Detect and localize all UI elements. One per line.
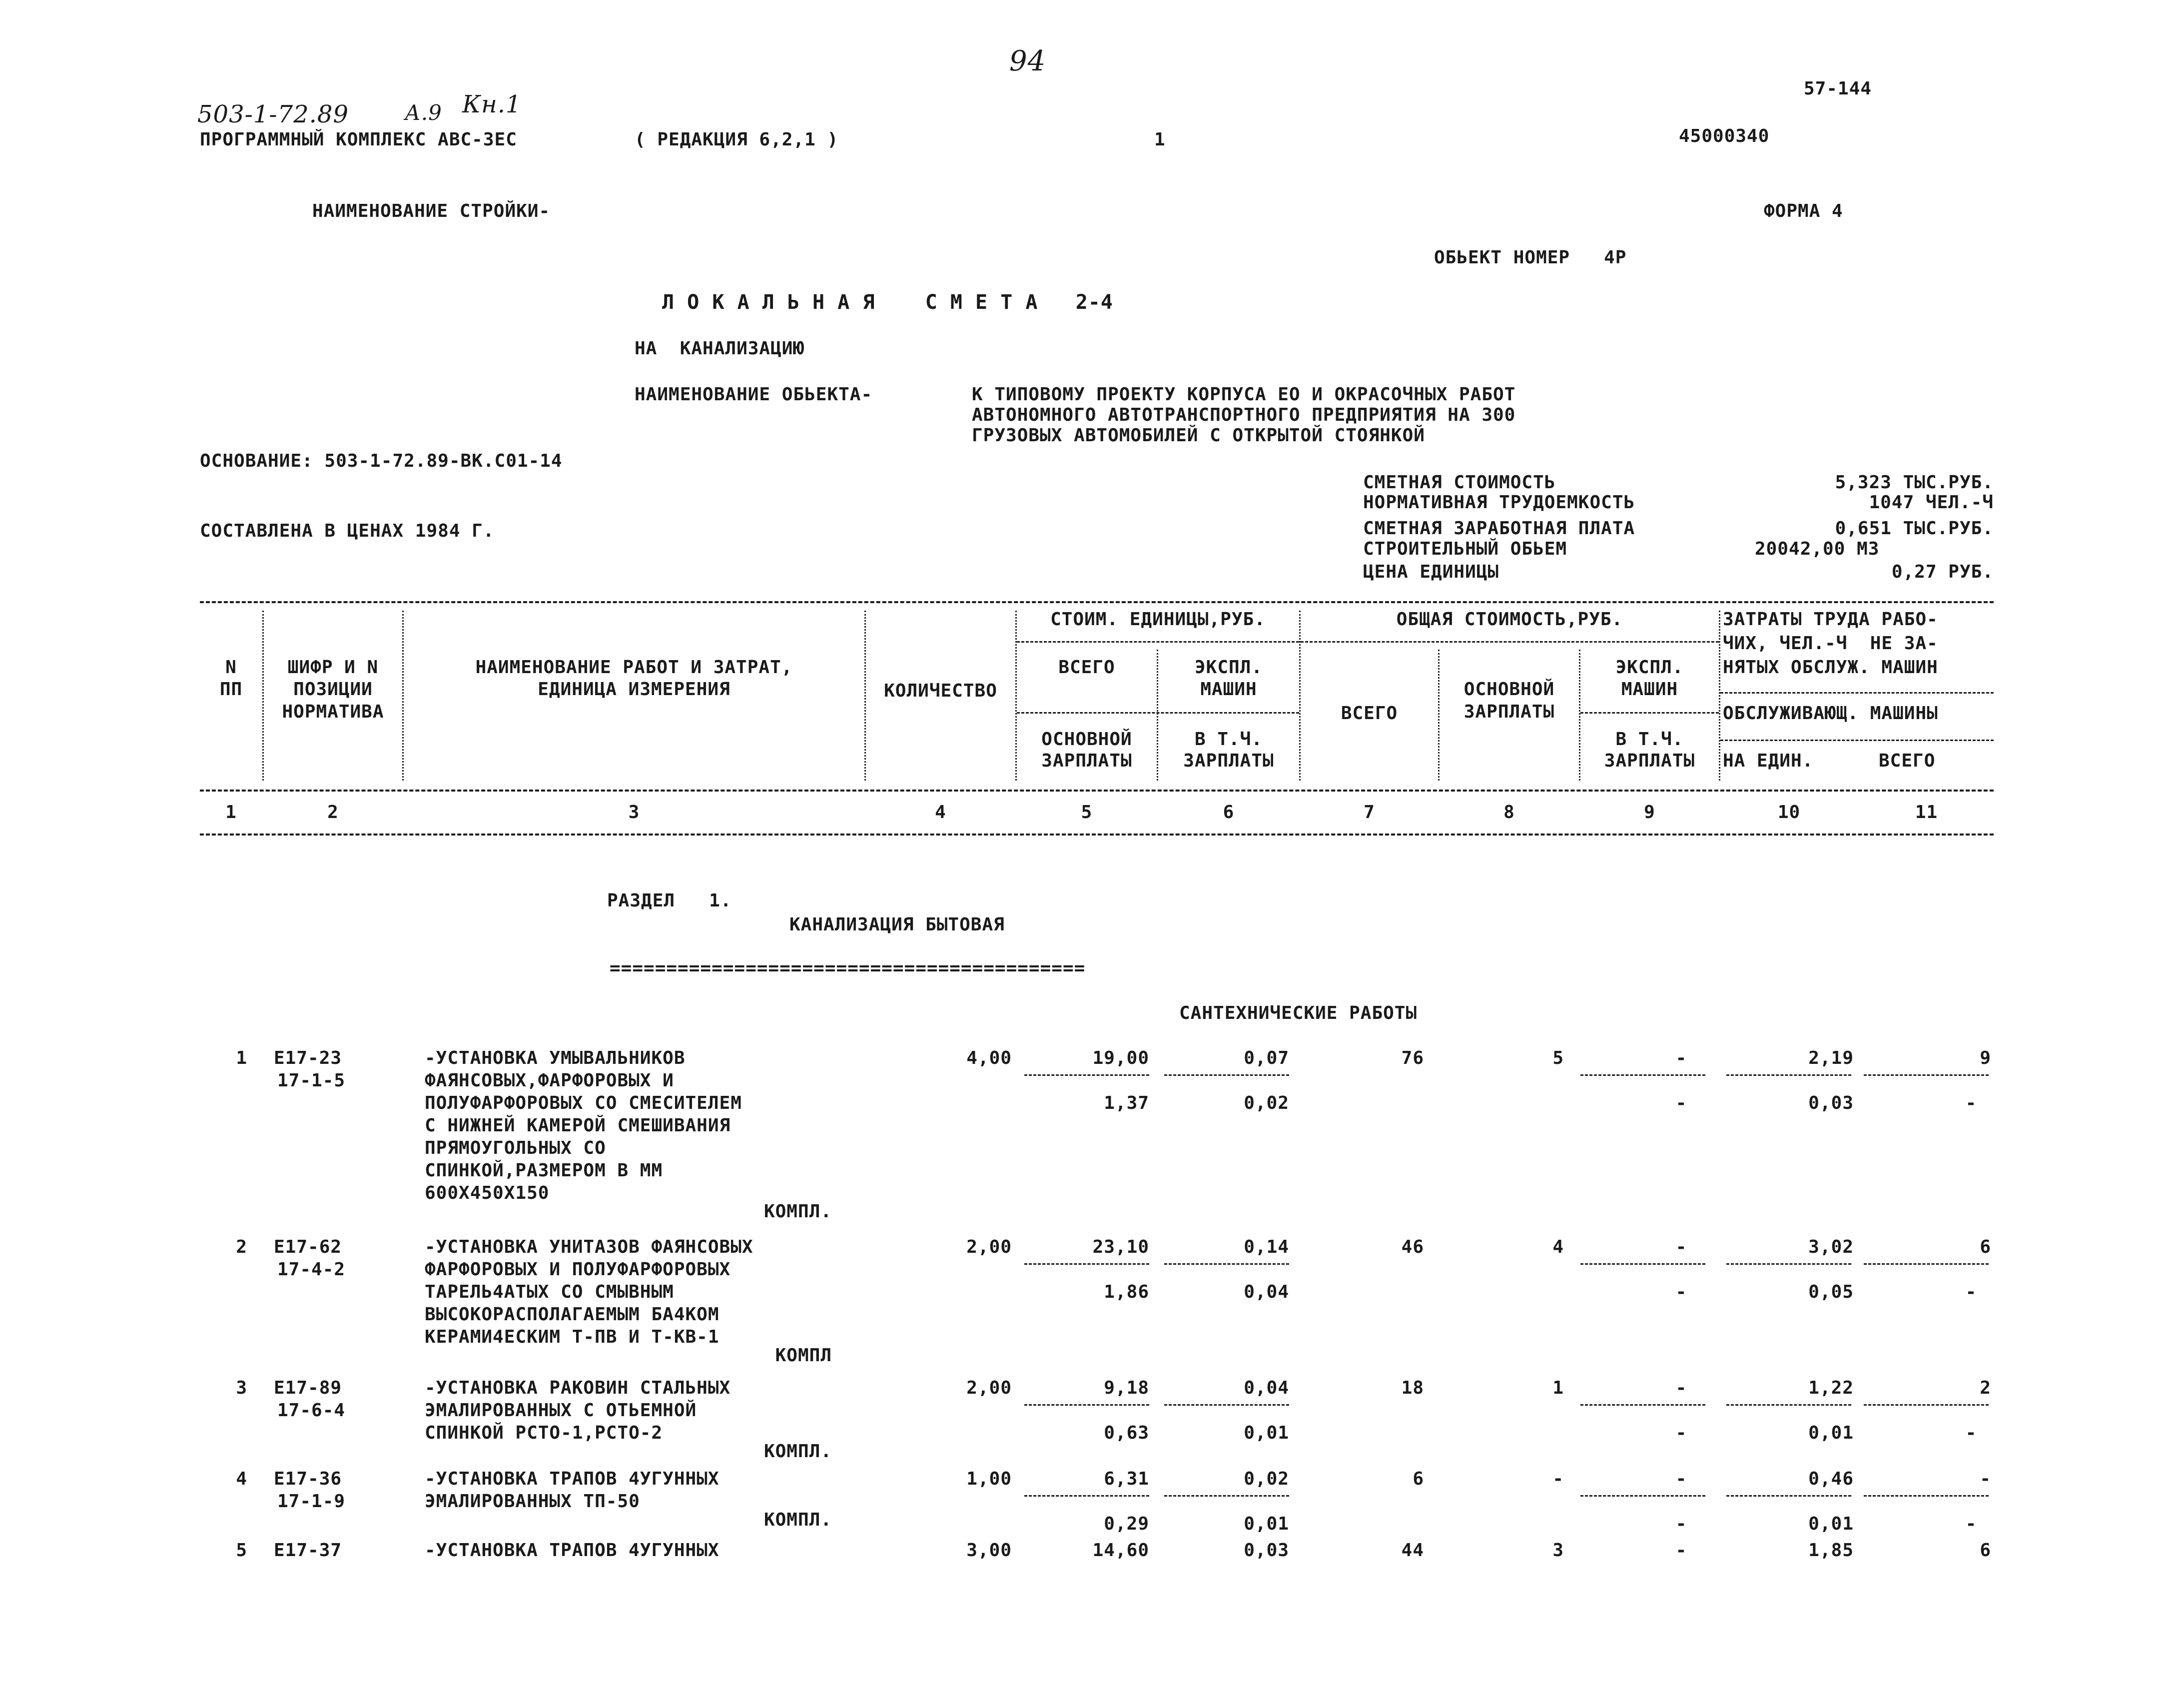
row-number: 2 (236, 1237, 247, 1257)
cell-separator-rule (1024, 1495, 1149, 1497)
col-number: 7 (1364, 802, 1375, 823)
summary-value-labor: 1047 ЧЕЛ.-Ч (1869, 492, 1994, 513)
col-header-unit-machines: МАШИН (1200, 679, 1257, 700)
row-name-line: -УСТАНОВКА РАКОВИН СТАЛЬНЫХ (425, 1378, 731, 1398)
row-name-line: ЭМАЛИРОВАННЫХ С ОТЬЕМНОЙ (425, 1400, 697, 1421)
row-name-line: -УСТАНОВКА УМЫВАЛЬНИКОВ (425, 1048, 686, 1068)
cell-separator-rule (1726, 1404, 1851, 1406)
row-unit-machines: 0,02 (1244, 1469, 1289, 1489)
row-code: Е17-23 (274, 1048, 342, 1068)
row-number: 3 (236, 1378, 247, 1398)
col-header-labor-machines: ОБСЛУЖИВАЮЩ. МАШИНЫ (1723, 703, 1938, 724)
row-total: 6 (1413, 1469, 1424, 1489)
row-code: Е17-89 (274, 1378, 342, 1398)
row-unit-total: 23,10 (1092, 1237, 1149, 1257)
header-mid-rule (200, 790, 1994, 792)
col-header-labor-unit: НА ЕДИН. (1723, 751, 1814, 771)
header-rule (1720, 740, 1994, 741)
row-unit-total: 6,31 (1104, 1469, 1149, 1489)
row-unit-total: 19,00 (1092, 1048, 1149, 1068)
row-total-machines: - (1675, 1237, 1687, 1257)
section-underline: ========================================== (610, 958, 1086, 978)
col-header-unit-wage: ОСНОВНОЙ (1041, 729, 1132, 750)
row-name-line: -УСТАНОВКА УНИТАЗОВ ФАЯНСОВЫХ (425, 1237, 753, 1257)
handwritten-book: Кн.1 (462, 90, 522, 118)
header-rule (1017, 712, 1299, 714)
row-unit: КОМПЛ. (763, 1441, 832, 1462)
col-header-unit-cost: СТОИМ. ЕДИНИЦЫ,РУБ. (1050, 609, 1266, 630)
col-header-unit-mach-wage: ЗАРПЛАТЫ (1183, 751, 1274, 771)
row-name-line: КЕРАМИ4ЕСКИМ Т-ПВ И Т-КВ-1 (425, 1327, 720, 1347)
col-header-cipher: ШИФР И N (287, 657, 379, 678)
col-number: 9 (1644, 802, 1655, 823)
row-total-mach-wage: - (1675, 1514, 1687, 1534)
col-divider (1299, 611, 1301, 781)
col-header-cipher: ПОЗИЦИИ (293, 679, 373, 700)
cell-separator-rule (1164, 1263, 1289, 1265)
document-code: 45000340 (1679, 126, 1770, 146)
summary-label-wage: СМЕТНАЯ ЗАРАБОТНАЯ ПЛАТА (1363, 518, 1635, 539)
row-norm-position: 17-4-2 (277, 1259, 346, 1280)
header-top-rule (200, 601, 1994, 603)
row-number: 4 (236, 1469, 247, 1489)
section-label: РАЗДЕЛ 1. (607, 890, 732, 911)
section-name: КАНАЛИЗАЦИЯ БЫТОВАЯ (789, 914, 1005, 935)
row-name-line: ВЫСОКОРАСПОЛАГАЕМЫМ БА4КОМ (425, 1304, 720, 1325)
row-total: 18 (1401, 1378, 1424, 1398)
col-number: 2 (327, 802, 339, 823)
col-header-unit-total: ВСЕГО (1058, 657, 1115, 678)
row-unit-wage: 1,37 (1104, 1093, 1149, 1113)
row-norm-position: 17-6-4 (277, 1400, 346, 1421)
col-divider (1719, 611, 1720, 781)
object-number: ОБЬЕКТ НОМЕР 4Р (1434, 247, 1627, 268)
row-unit-machines: 0,14 (1244, 1237, 1289, 1257)
row-labor-total: 6 (1980, 1237, 1991, 1257)
col-header-total-all: ВСЕГО (1341, 703, 1398, 724)
col-header-unit-machines: ЭКСПЛ. (1194, 657, 1263, 678)
cell-separator-rule (1580, 1074, 1705, 1076)
row-unit-total: 9,18 (1104, 1378, 1149, 1398)
works-subheading: САНТЕХНИЧЕСКИЕ РАБОТЫ (1179, 1003, 1418, 1023)
row-total-wage: 4 (1552, 1237, 1564, 1257)
col-header-labor: ЧИХ, ЧЕЛ.-Ч НЕ ЗА- (1723, 633, 1938, 654)
row-labor-machines-unit: 0,05 (1808, 1282, 1854, 1302)
handwritten-doc-code: 503-1-72.89 (197, 100, 349, 128)
row-total-machines: - (1675, 1378, 1687, 1398)
cell-separator-rule (1726, 1495, 1851, 1497)
object-name-label: НАИМЕНОВАНИЕ ОБЬЕКТА- (635, 384, 873, 405)
row-unit: КОМПЛ. (763, 1510, 832, 1530)
col-header-total-mach-wage: В Т.Ч. (1615, 729, 1684, 750)
row-code: Е17-37 (274, 1540, 342, 1561)
row-unit: КОМПЛ. (763, 1201, 832, 1222)
row-unit-mach-wage: 0,01 (1244, 1514, 1289, 1534)
col-number: 8 (1503, 802, 1515, 823)
row-labor-unit: 0,46 (1808, 1469, 1854, 1489)
cell-separator-rule (1864, 1404, 1989, 1406)
cell-separator-rule (1726, 1074, 1851, 1076)
row-unit-machines: 0,03 (1244, 1540, 1289, 1561)
cell-separator-rule (1580, 1495, 1705, 1497)
row-labor-total: 6 (1980, 1540, 1991, 1561)
cell-separator-rule (1580, 1263, 1705, 1265)
row-unit-mach-wage: 0,04 (1244, 1282, 1289, 1302)
col-number: 11 (1915, 802, 1938, 823)
row-unit-machines: 0,07 (1244, 1048, 1289, 1068)
construction-label: НАИМЕНОВАНИЕ СТРОЙКИ- (312, 201, 551, 221)
row-labor-total: 2 (1980, 1378, 1991, 1398)
row-labor-machines-total: - (1965, 1514, 1977, 1534)
summary-label-cost: СМЕТНАЯ СТОИМОСТЬ (1363, 472, 1556, 493)
row-labor-machines-total: - (1965, 1093, 1977, 1113)
row-name-line: 600Х450Х150 (425, 1183, 550, 1203)
col-number: 1 (225, 802, 237, 823)
col-header-unit-mach-wage: В Т.Ч. (1194, 729, 1263, 750)
row-norm-position: 17-1-9 (277, 1491, 346, 1512)
row-name-line: ПОЛУФАРФОРОВЫХ СО СМЕСИТЕЛЕМ (425, 1093, 742, 1113)
col-header-total-cost: ОБЩАЯ СТОИМОСТЬ,РУБ. (1396, 609, 1623, 630)
row-unit-wage: 1,86 (1104, 1282, 1149, 1302)
price-level: СОСТАВЛЕНА В ЦЕНАХ 1984 Г. (200, 521, 495, 541)
row-total-mach-wage: - (1675, 1282, 1687, 1302)
row-labor-machines-total: - (1965, 1423, 1977, 1443)
cell-separator-rule (1164, 1404, 1289, 1406)
header-rule (1017, 641, 1299, 643)
sheet-code: 57-144 (1804, 78, 1872, 99)
row-total-wage: 1 (1552, 1378, 1564, 1398)
handwritten-page-number: 94 (1009, 45, 1046, 77)
row-quantity: 2,00 (966, 1378, 1012, 1398)
program-name: ПРОГРАММНЫЙ КОМПЛЕКС АВС-3ЕС (200, 129, 517, 150)
estimate-subtitle: НА КАНАЛИЗАЦИЮ (635, 338, 805, 359)
col-header-unit-wage: ЗАРПЛАТЫ (1041, 751, 1132, 771)
row-name-line: -УСТАНОВКА ТРАПОВ 4УГУННЫХ (425, 1469, 720, 1489)
row-labor-machines-unit: 0,01 (1808, 1514, 1854, 1534)
summary-value-volume: 20042,00 М3 (1755, 539, 1880, 559)
row-total: 44 (1401, 1540, 1424, 1561)
summary-value-cost: 5,323 ТЫС.РУБ. (1835, 472, 1994, 493)
row-name-line: СПИНКОЙ,РАЗМЕРОМ В ММ (425, 1160, 663, 1181)
row-number: 1 (236, 1048, 247, 1068)
cell-separator-rule (1164, 1495, 1289, 1497)
row-quantity: 2,00 (966, 1237, 1012, 1257)
row-name-line: С НИЖНЕЙ КАМЕРОЙ СМЕШИВАНИЯ (425, 1115, 731, 1136)
row-total-machines: - (1675, 1469, 1687, 1489)
form-label: ФОРМА 4 (1764, 201, 1843, 221)
row-labor-total: 9 (1980, 1048, 1991, 1068)
col-header-n: ПП (219, 679, 243, 700)
row-unit-mach-wage: 0,01 (1244, 1423, 1289, 1443)
summary-value-wage: 0,651 ТЫС.РУБ. (1835, 518, 1994, 539)
row-labor-machines-unit: 0,01 (1808, 1423, 1854, 1443)
col-header-labor: НЯТЫХ ОБСЛУЖ. МАШИН (1723, 657, 1938, 678)
cell-separator-rule (1864, 1495, 1989, 1497)
row-number: 5 (236, 1540, 247, 1561)
col-number: 5 (1081, 802, 1093, 823)
row-total-wage: 3 (1552, 1540, 1564, 1561)
row-name-line: -УСТАНОВКА ТРАПОВ 4УГУННЫХ (425, 1540, 720, 1561)
col-header-total-wage: ЗАРПЛАТЫ (1463, 702, 1555, 722)
col-header-name: ЕДИНИЦА ИЗМЕРЕНИЯ (538, 679, 730, 700)
row-total-mach-wage: - (1675, 1093, 1687, 1113)
row-name-line: ФАРФОРОВЫХ И ПОЛУФАРФОРОВЫХ (425, 1259, 731, 1280)
col-header-labor: ЗАТРАТЫ ТРУДА РАБО- (1723, 609, 1938, 630)
estimate-title: Л О К А Л Ь Н А Я С М Е Т А 2-4 (662, 291, 1113, 314)
col-number: 10 (1777, 802, 1801, 823)
row-quantity: 3,00 (966, 1540, 1012, 1561)
program-edition: ( РЕДАКЦИЯ 6,2,1 ) (635, 129, 839, 150)
row-labor-total: - (1980, 1469, 1991, 1489)
row-labor-machines-total: - (1965, 1282, 1977, 1302)
row-total-machines: - (1675, 1048, 1687, 1068)
summary-label-unit-price: ЦЕНА ЕДИНИЦЫ (1363, 562, 1499, 582)
row-quantity: 4,00 (966, 1048, 1012, 1068)
row-unit-mach-wage: 0,02 (1244, 1093, 1289, 1113)
header-bottom-rule (200, 834, 1994, 836)
col-header-total-mach-wage: ЗАРПЛАТЫ (1604, 751, 1695, 771)
page-number: 1 (1154, 129, 1166, 150)
object-name-line-2: АВТОНОМНОГО АВТОТРАНСПОРТНОГО ПРЕДПРИЯТИЯ НА 300 (972, 405, 1516, 425)
col-number: 3 (628, 802, 640, 823)
row-name-line: ПРЯМОУГОЛЬНЫХ СО (425, 1138, 606, 1158)
cell-separator-rule (1580, 1404, 1705, 1406)
cell-separator-rule (1864, 1074, 1989, 1076)
row-name-line: ФАЯНСОВЫХ,ФАРФОРОВЫХ И (425, 1070, 674, 1091)
col-number: 4 (935, 802, 946, 823)
row-unit-total: 14,60 (1092, 1540, 1149, 1561)
col-header-n: N (225, 657, 237, 678)
header-rule (1720, 692, 1994, 694)
object-name-line-1: К ТИПОВОМУ ПРОЕКТУ КОРПУСА ЕО И ОКРАСОЧНЫХ РАБОТ (972, 384, 1516, 405)
col-number: 6 (1223, 802, 1235, 823)
row-total-wage: 5 (1552, 1048, 1564, 1068)
cell-separator-rule (1024, 1263, 1149, 1265)
row-unit-machines: 0,04 (1244, 1378, 1289, 1398)
row-quantity: 1,00 (966, 1469, 1012, 1489)
header-rule (1580, 712, 1719, 714)
handwritten-album: А.9 (405, 100, 442, 125)
row-unit: КОМПЛ (775, 1345, 832, 1366)
cell-separator-rule (1726, 1263, 1851, 1265)
row-labor-unit: 1,22 (1808, 1378, 1854, 1398)
row-name-line: СПИНКОЙ РСТО-1,РСТО-2 (425, 1423, 663, 1443)
row-total-wage: - (1552, 1469, 1564, 1489)
cell-separator-rule (1024, 1074, 1149, 1076)
summary-label-volume: СТРОИТЕЛЬНЫЙ ОБЬЕМ (1363, 539, 1567, 559)
row-unit-wage: 0,29 (1104, 1514, 1149, 1534)
row-total-machines: - (1675, 1540, 1687, 1561)
basis: ОСНОВАНИЕ: 503-1-72.89-ВК.С01-14 (200, 451, 563, 471)
col-header-cipher: НОРМАТИВА (282, 702, 384, 722)
cell-separator-rule (1864, 1263, 1989, 1265)
col-header-name: НАИМЕНОВАНИЕ РАБОТ И ЗАТРАТ, (475, 657, 793, 678)
header-rule (1301, 641, 1719, 643)
col-header-total-wage: ОСНОВНОЙ (1463, 679, 1555, 700)
row-labor-unit: 1,85 (1808, 1540, 1854, 1561)
col-header-total-machines: МАШИН (1621, 679, 1678, 700)
row-name-line: ТАРЕЛЬ4АТЫХ СО СМЫВНЫМ (425, 1282, 674, 1302)
row-labor-unit: 2,19 (1808, 1048, 1854, 1068)
row-total: 46 (1401, 1237, 1424, 1257)
col-header-quantity: КОЛИЧЕСТВО (884, 681, 997, 701)
row-total-mach-wage: - (1675, 1423, 1687, 1443)
cell-separator-rule (1024, 1404, 1149, 1406)
row-norm-position: 17-1-5 (277, 1070, 346, 1091)
row-code: Е17-62 (274, 1237, 342, 1257)
row-labor-unit: 3,02 (1808, 1237, 1854, 1257)
row-labor-machines-unit: 0,03 (1808, 1093, 1854, 1113)
row-total: 76 (1401, 1048, 1424, 1068)
object-name-line-3: ГРУЗОВЫХ АВТОМОБИЛЕЙ С ОТКРЫТОЙ СТОЯНКОЙ (972, 425, 1425, 446)
col-header-total-machines: ЭКСПЛ. (1615, 657, 1684, 678)
col-header-labor-total: ВСЕГО (1879, 751, 1936, 771)
row-unit-wage: 0,63 (1104, 1423, 1149, 1443)
summary-label-labor: НОРМАТИВНАЯ ТРУДОЕМКОСТЬ (1363, 492, 1635, 513)
cell-separator-rule (1164, 1074, 1289, 1076)
summary-value-unit-price: 0,27 РУБ. (1891, 562, 1994, 582)
row-code: Е17-36 (274, 1469, 342, 1489)
row-name-line: ЭМАЛИРОВАННЫХ ТП-50 (425, 1491, 640, 1512)
